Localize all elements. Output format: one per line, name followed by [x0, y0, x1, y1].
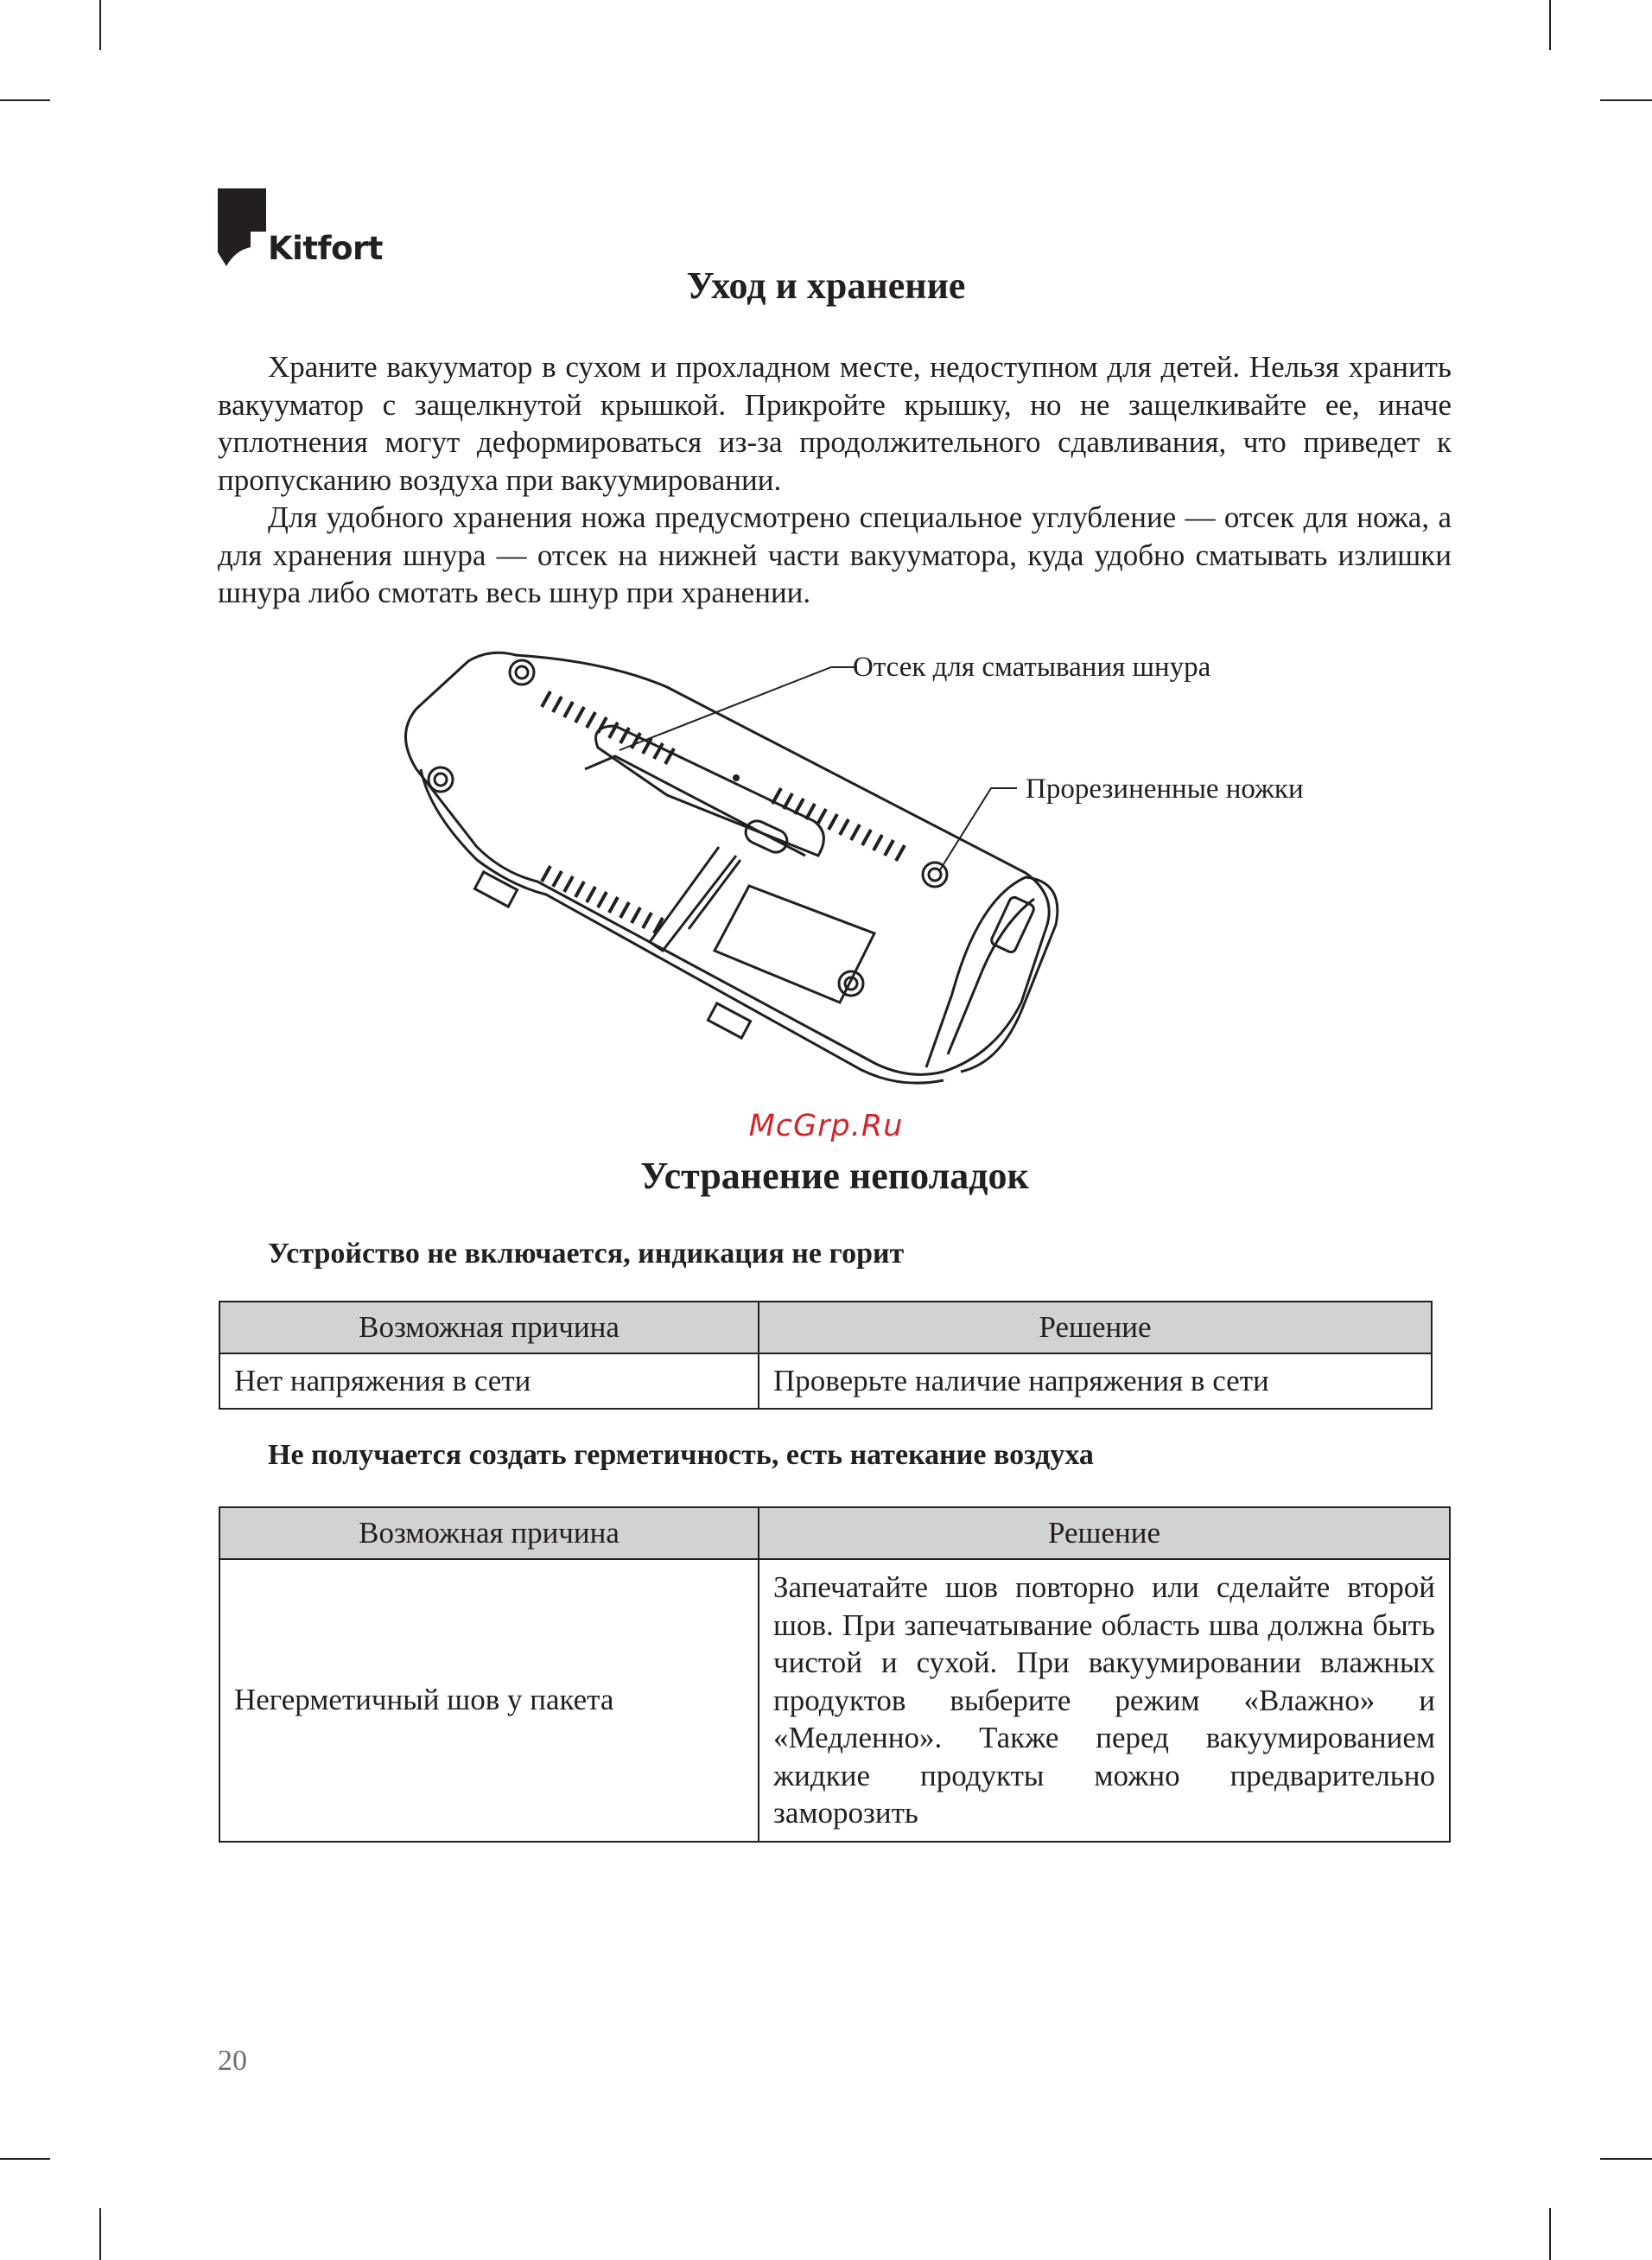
- watermark: McGrp.Ru: [748, 1109, 904, 1143]
- troubleshooting-table-1: [219, 1301, 1433, 1410]
- kitfort-logo-icon: [218, 188, 270, 268]
- problem-heading-2: Не получается создать герметичность, есть натекание воздуха: [268, 1439, 1094, 1471]
- care-paragraph-2: Для удобного хранения ножа предусмотрено специальное углубление — отсек для ножа, а для хранения шнура — отсек на нижней части вакууматора, куда удобно сматывать излишки шнура либо смотать весь шнур при хранении.: [218, 500, 1452, 610]
- section-title-care: Уход и хранение: [686, 264, 966, 307]
- brand-name: Kitfort: [268, 230, 383, 267]
- callout-cord-compartment: Отсек для сматывания шнура: [853, 652, 1211, 683]
- section-title-troubleshooting: Устранение неполадок: [640, 1155, 1029, 1197]
- col-header-cause: Возможная причина: [219, 1507, 759, 1559]
- table-row: [219, 1559, 1450, 1842]
- care-paragraph-1: Храните вакууматор в сухом и прохладном месте, недоступном для детей. Нельзя хранить вакууматор с защелкнутой крышкой. Прикройте крышку, но не защелкивайте ее, иначе уплотнения могут деформироваться из-за продолжительного сдавливания, что приведет к пропусканию воздуха при вакуумировании.: [218, 350, 1452, 497]
- col-header-cause: Возможная причина: [219, 1302, 759, 1353]
- crop-mark: [1600, 99, 1652, 101]
- crop-mark: [99, 2208, 101, 2260]
- crop-mark: [0, 99, 50, 101]
- crop-mark: [1600, 2158, 1652, 2160]
- crop-mark: [1549, 2208, 1551, 2260]
- crop-mark: [1549, 0, 1551, 50]
- vacuum-sealer-bottom-diagram: [218, 640, 1453, 1089]
- col-header-solution: Решение: [759, 1302, 1432, 1353]
- crop-mark: [99, 0, 101, 50]
- callout-rubber-feet: Прорезиненные ножки: [1026, 773, 1304, 805]
- solution-cell: Запечатайте шов повторно или сделайте второй шов. При запечатывание область шва должна быть чистой и сухой. При вакуумировании влажных продуктов выберите режим «Влажно» и «Медленно». Также перед вакуумированием жидкие продукты можно предварительно заморозить: [759, 1559, 1450, 1842]
- page-number: 20: [218, 2045, 247, 2077]
- cause-cell: Нет напряжения в сети: [219, 1353, 759, 1409]
- table-row: [219, 1353, 1432, 1409]
- col-header-solution: Решение: [759, 1507, 1450, 1559]
- crop-mark: [0, 2158, 50, 2160]
- kitfort-logo: [218, 188, 382, 275]
- solution-cell: Проверьте наличие напряжения в сети: [759, 1353, 1432, 1409]
- troubleshooting-table-2: [219, 1506, 1451, 1843]
- cause-cell: Негерметичный шов у пакета: [219, 1559, 759, 1842]
- problem-heading-1: Устройство не включается, индикация не горит: [268, 1238, 905, 1270]
